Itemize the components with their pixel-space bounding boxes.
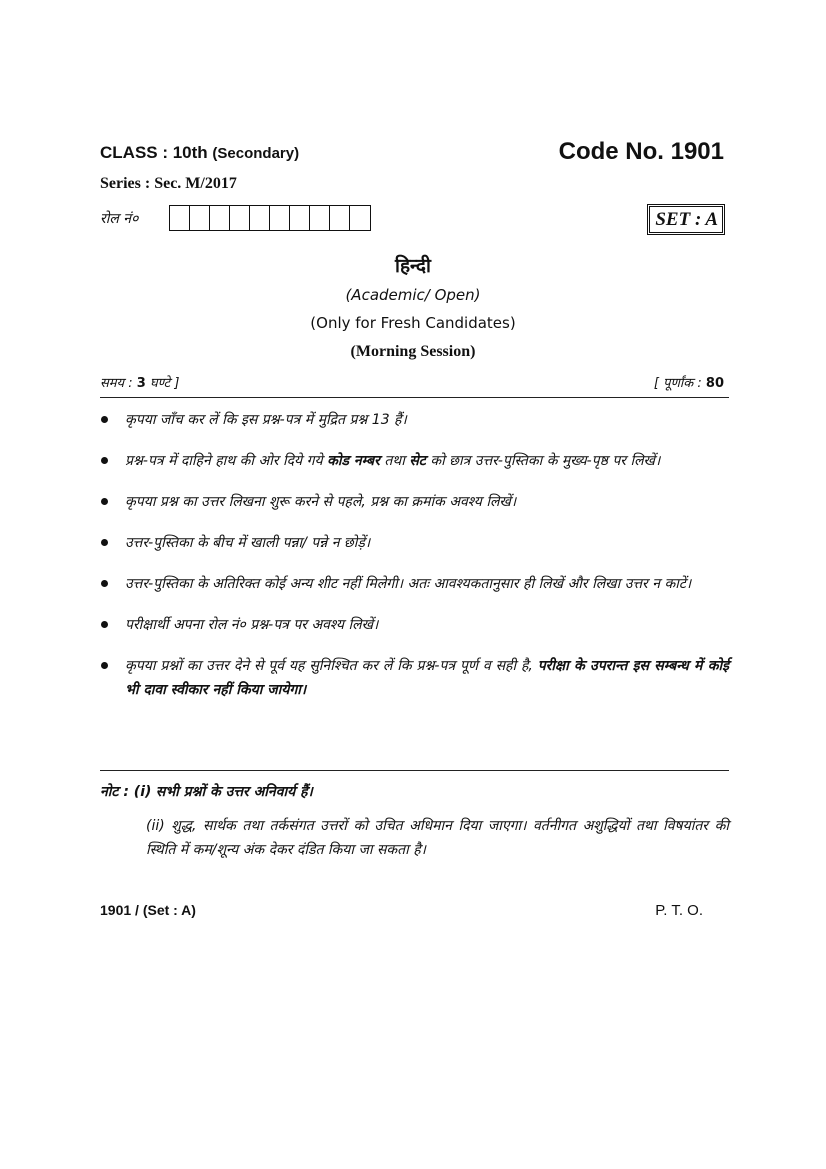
instruction-item [100,654,729,702]
instruction-bold: कोड नम्बर [327,453,380,469]
instruction-item [100,490,729,514]
subject-title: हिन्दी [395,255,431,277]
bullet-icon [101,662,108,669]
bullet-icon [101,498,108,505]
bullet-icon [101,580,108,587]
footer-pto: P. T. O. [655,902,703,919]
roll-number-box[interactable] [330,206,350,230]
instruction-item [100,408,729,432]
note-label: नोट : (i) [100,784,152,800]
instruction-item [100,572,729,596]
divider-bottom [100,770,729,771]
session: (Morning Session) [350,343,476,360]
roll-number-box[interactable] [290,206,310,230]
divider-top [100,397,729,398]
time-value: 3 [136,376,146,391]
instruction-item [100,613,729,637]
marks-prefix: [ पूर्णांक : [653,376,702,391]
instruction-text: उत्तर-पुस्तिका के बीच में खाली पन्ना/ पन्ने न छोड़ें। [125,535,371,551]
set-label: SET : A [649,206,723,233]
bullet-icon [101,621,108,628]
instruction-text: तथा [384,453,405,469]
note-i-text: सभी प्रश्नों के उत्तर अनिवार्य हैं। [155,784,313,800]
set-box [647,204,725,235]
class-line [100,143,299,163]
roll-number-box[interactable] [190,206,210,230]
series: Series : Sec. M/2017 [100,175,237,192]
roll-number-box[interactable] [230,206,250,230]
instruction-text: कृपया जाँच कर लें कि इस प्रश्न-पत्र में मुद्रित प्रश्न 13 हैं। [125,412,407,428]
bullet-icon [101,457,108,464]
bullet-icon [101,416,108,423]
instruction-bold: सेट [409,453,426,469]
maximum-marks [654,373,724,391]
academic-open: (Academic/ Open) [345,286,481,304]
instruction-text: कृपया प्रश्नों का उत्तर देने से पूर्व यह सुनिश्चित कर लें कि प्रश्न-पत्र पूर्ण व सही है, [125,658,533,674]
instruction-bold: परीक्षा के उपरान्त इस सम्बन्ध में कोई भी दावा स्वीकार नहीं किया जायेगा। [125,658,729,698]
instruction-item [100,531,729,555]
roll-number-box[interactable] [270,206,290,230]
roll-number-box[interactable] [310,206,330,230]
roll-number-boxes [169,205,371,231]
roll-number-box[interactable] [350,206,370,230]
instruction-text: को छात्र उत्तर-पुस्तिका के मुख्य-पृष्ठ पर लिखें। [430,453,661,469]
time-unit: घण्टे ] [149,376,180,391]
instructions-list [100,408,729,719]
roll-number-box[interactable] [170,206,190,230]
note-ii-text: (ii) शुद्ध, सार्थक तथा तर्कसंगत उत्तरों को उचित अधिमान दिया जाएगा। वर्तनीगत अशुद्धियों तथा विषयांतर की स्थिति में कम/शून्य अंक देकर दंडित किया जा सकता है। [146,818,729,858]
roll-number-label: रोल नं० [100,211,139,227]
instruction-text: प्रश्न-पत्र में दाहिने हाथ की ओर दिये गये [125,453,323,469]
instruction-text: उत्तर-पुस्तिका के अतिरिक्त कोई अन्य शीट नहीं मिलेगी। अतः आवश्यकतानुसार ही लिखें और लिखा उत्तर न काटें। [125,576,692,592]
marks-value: 80 [705,376,724,391]
note [100,782,729,801]
class-sub: (Secondary) [212,145,300,162]
time-prefix: समय : [100,376,133,391]
instruction-item [100,449,729,473]
instruction-text: कृपया प्रश्न का उत्तर लिखना शुरू करने से पहले, प्रश्न का क्रमांक अवश्य लिखें। [125,494,517,510]
class-label: CLASS : 10th [100,143,208,162]
code-number: Code No. 1901 [558,138,724,165]
bullet-icon [101,539,108,546]
roll-number-box[interactable] [250,206,270,230]
footer-code: 1901 / (Set : A) [100,902,196,918]
fresh-candidates: (Only for Fresh Candidates) [310,314,516,332]
instruction-text: परीक्षार्थी अपना रोल नं० प्रश्न-पत्र पर अवश्य लिखें। [125,617,379,633]
time-allowed [100,373,179,391]
roll-number-box[interactable] [210,206,230,230]
